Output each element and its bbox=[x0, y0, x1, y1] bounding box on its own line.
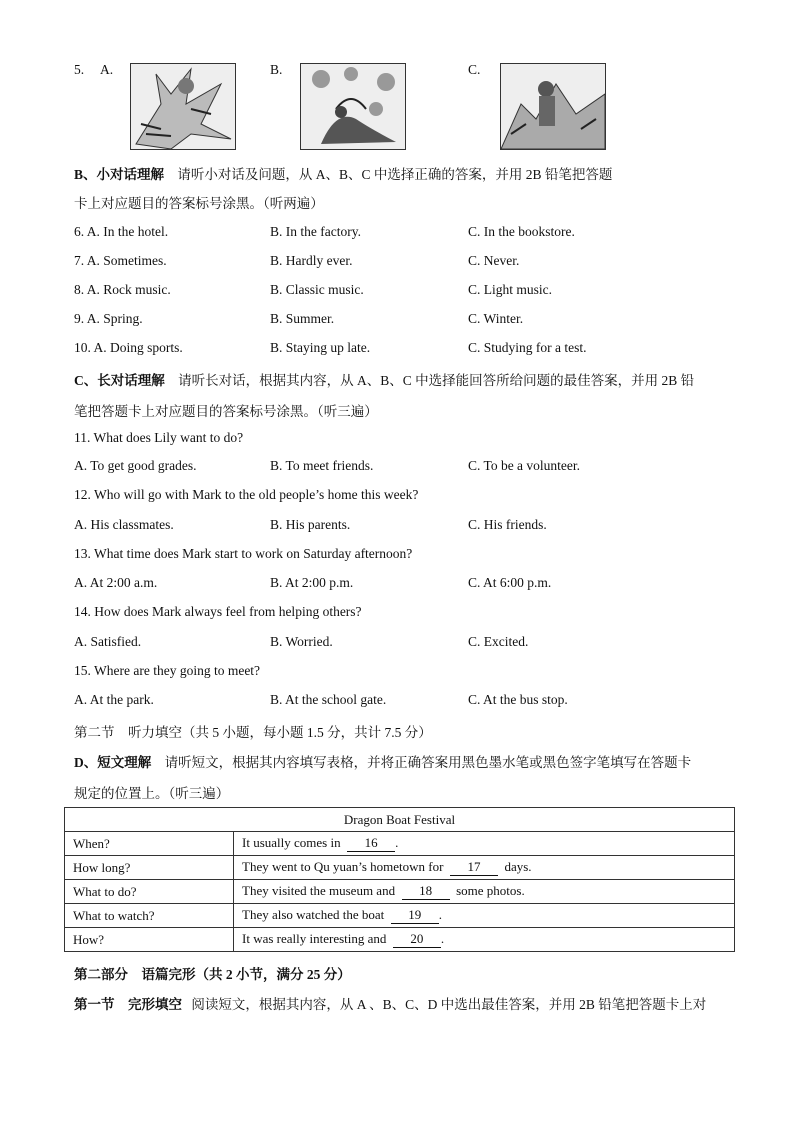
section-b-instruction: 请听小对话及问题，从 A、B、C 中选择正确的答案，并用 2B 铅笔把答题 bbox=[177, 167, 613, 182]
option-a[interactable]: A. To get good grades. bbox=[74, 458, 197, 473]
part-heading: 第二部分 语篇完形（共 2 小节，满分 25 分） bbox=[74, 967, 351, 982]
illustration-mountain-figure-icon bbox=[501, 64, 605, 149]
option-a[interactable]: 9. A. Spring. bbox=[74, 311, 143, 326]
question-row bbox=[0, 282, 800, 302]
answer-blank[interactable]: 17 bbox=[450, 859, 498, 876]
section-c-instruction-cont: 笔把答题卡上对应题目的答案标号涂黑。（听三遍） bbox=[74, 404, 378, 419]
row-text-after: days. bbox=[504, 859, 532, 874]
row-text-after: . bbox=[440, 931, 445, 946]
option-a[interactable]: A. Satisfied. bbox=[74, 634, 142, 649]
answer-blank[interactable]: 19 bbox=[391, 907, 439, 924]
option-c[interactable]: C. At the bus stop. bbox=[468, 692, 568, 707]
option-a[interactable]: A. At 2:00 a.m. bbox=[74, 575, 158, 590]
option-c[interactable]: C. At 6:00 p.m. bbox=[468, 575, 552, 590]
question-number: 5. bbox=[74, 62, 85, 77]
option-b[interactable]: B. To meet friends. bbox=[270, 458, 374, 473]
row-answer bbox=[234, 928, 735, 952]
option-c[interactable]: C. Excited. bbox=[468, 634, 529, 649]
option-c[interactable]: C. To be a volunteer. bbox=[468, 458, 581, 473]
row-answer bbox=[234, 904, 735, 928]
row-question: How? bbox=[65, 928, 234, 952]
answer-blank[interactable]: 20 bbox=[393, 931, 441, 948]
option-c[interactable]: C. Light music. bbox=[468, 282, 552, 297]
table-row bbox=[65, 928, 735, 952]
question-row bbox=[0, 458, 800, 478]
option-c[interactable]: C. His friends. bbox=[468, 517, 547, 532]
option-c-label: C. bbox=[468, 62, 481, 77]
option-a[interactable]: 7. A. Sometimes. bbox=[74, 253, 167, 268]
table-row bbox=[65, 832, 735, 856]
row-text: It usually comes in bbox=[242, 835, 341, 850]
option-c-picture[interactable] bbox=[500, 63, 606, 150]
question-row bbox=[0, 253, 800, 273]
option-c[interactable]: C. In the bookstore. bbox=[468, 224, 575, 239]
option-a[interactable]: 8. A. Rock music. bbox=[74, 282, 171, 297]
option-b[interactable]: B. In the factory. bbox=[270, 224, 361, 239]
section-b-title: B、小对话理解 bbox=[74, 167, 165, 182]
table-title: Dragon Boat Festival bbox=[65, 808, 735, 832]
row-text-after: some photos. bbox=[456, 883, 525, 898]
section-d-instruction-cont: 规定的位置上。（听三遍） bbox=[74, 786, 230, 801]
option-b[interactable]: B. At the school gate. bbox=[270, 692, 387, 707]
row-text-after: . bbox=[395, 835, 399, 850]
subsection-instruction: 阅读短文，根据其内容，从 A 、B、C、D 中选出最佳答案，并用 2B 铅笔把答题卡上对 bbox=[191, 997, 707, 1012]
row-question: What to do? bbox=[65, 880, 234, 904]
option-b[interactable]: B. Staying up late. bbox=[270, 340, 371, 355]
question-row bbox=[0, 692, 800, 712]
festival-table bbox=[64, 807, 735, 952]
question-row bbox=[0, 634, 800, 654]
row-text: They went to Qu yuan’s hometown for bbox=[242, 859, 444, 874]
row-question: How long? bbox=[65, 856, 234, 880]
question-row bbox=[0, 575, 800, 595]
row-text: It was really interesting and bbox=[242, 931, 387, 946]
option-c[interactable]: C. Studying for a test. bbox=[468, 340, 587, 355]
question-row bbox=[0, 311, 800, 331]
section-heading: 第二节 听力填空（共 5 小题，每小题 1.5 分，共计 7.5 分） bbox=[74, 725, 432, 740]
option-a[interactable]: 10. A. Doing sports. bbox=[74, 340, 183, 355]
question-row bbox=[0, 340, 800, 360]
question-text: 11. What does Lily want to do? bbox=[74, 430, 244, 445]
question-row bbox=[0, 224, 800, 244]
section-b-instruction-cont: 卡上对应题目的答案标号涂黑。（听两遍） bbox=[74, 196, 324, 211]
question-text: 14. How does Mark always feel from helping others? bbox=[74, 604, 362, 619]
illustration-archer-suns-icon bbox=[301, 64, 405, 149]
table-row bbox=[65, 904, 735, 928]
section-c-instruction: 请听长对话，根据其内容，从 A、B、C 中选择能回答所给问题的最佳答案，并用 2B 铅 bbox=[178, 373, 695, 388]
row-text: They also watched the boat bbox=[242, 907, 385, 922]
option-c[interactable]: C. Never. bbox=[468, 253, 520, 268]
option-a-picture[interactable] bbox=[130, 63, 236, 150]
option-b[interactable]: B. Worried. bbox=[270, 634, 333, 649]
row-question: When? bbox=[65, 832, 234, 856]
subsection-title: 第一节 完形填空 bbox=[74, 997, 182, 1012]
row-text: They visited the museum and bbox=[242, 883, 396, 898]
option-b-label: B. bbox=[270, 62, 283, 77]
row-answer bbox=[234, 880, 735, 904]
question-text: 15. Where are they going to meet? bbox=[74, 663, 261, 678]
table-row bbox=[65, 856, 735, 880]
question-row bbox=[0, 517, 800, 537]
table-row bbox=[65, 880, 735, 904]
option-b[interactable]: B. His parents. bbox=[270, 517, 351, 532]
row-answer bbox=[234, 832, 735, 856]
row-answer bbox=[234, 856, 735, 880]
option-a[interactable]: A. At the park. bbox=[74, 692, 154, 707]
section-d-instruction: 请听短文，根据其内容填写表格，并将正确答案用黑色墨水笔或黑色签字笔填写在答题卡 bbox=[164, 755, 692, 770]
illustration-flying-figures-icon bbox=[131, 64, 235, 149]
option-c[interactable]: C. Winter. bbox=[468, 311, 524, 326]
answer-blank[interactable]: 16 bbox=[347, 835, 395, 852]
option-a[interactable]: 6. A. In the hotel. bbox=[74, 224, 169, 239]
row-question: What to watch? bbox=[65, 904, 234, 928]
option-b-picture[interactable] bbox=[300, 63, 406, 150]
option-b[interactable]: B. Summer. bbox=[270, 311, 335, 326]
option-b[interactable]: B. Hardly ever. bbox=[270, 253, 353, 268]
option-a-label: A. bbox=[100, 62, 114, 77]
question-text: 13. What time does Mark start to work on Saturday afternoon? bbox=[74, 546, 413, 561]
answer-blank[interactable]: 18 bbox=[402, 883, 450, 900]
option-b[interactable]: B. Classic music. bbox=[270, 282, 364, 297]
section-d-title: D、短文理解 bbox=[74, 755, 152, 770]
section-c-title: C、长对话理解 bbox=[74, 373, 165, 388]
row-text-after: . bbox=[438, 907, 442, 922]
option-a[interactable]: A. His classmates. bbox=[74, 517, 174, 532]
question-text: 12. Who will go with Mark to the old people’s home this week? bbox=[74, 487, 419, 502]
option-b[interactable]: B. At 2:00 p.m. bbox=[270, 575, 354, 590]
